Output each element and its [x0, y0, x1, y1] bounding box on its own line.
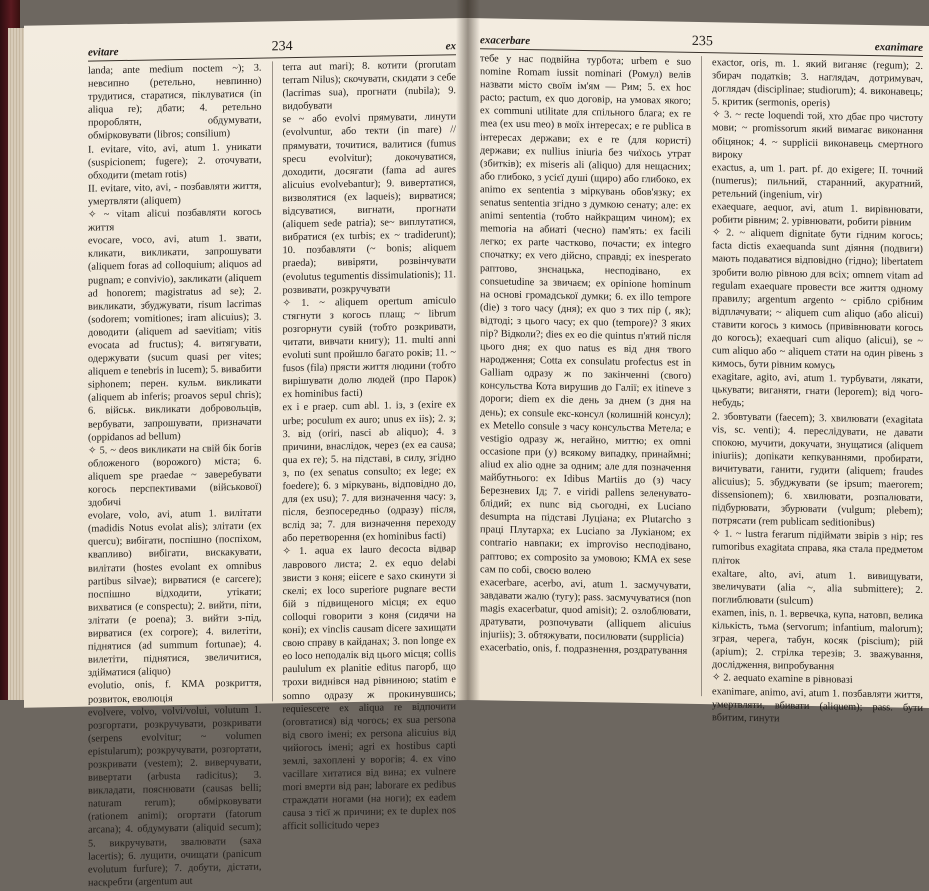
right-column-1: [480, 52, 691, 696]
right-page-number: 235: [691, 33, 713, 50]
dictionary-entry: тебе у нас подвійна турбота; urbem e suo nomine Romam iussit nominari (Ромул) велів назвати місто своїм ім'ям — Рим; 5. ex hoc pacto; pactum, ex quo договір, на умовах якого; ex communi utilitate для спільного блага; ex re mea (ex usu meo) в моїх інтересах; e re publica в інтересах держави; ex e re (для користі) держави; ex nullius iniuria без чиїхось утрат (збитків); ex miseris ali (aliquo) для нещасних; або глибоко, з усієї душі (щиро) або глибоко, ex animo ex sententia з міркувань обов'язку; ex senatus sententia згідно з думкою сенату; але: ex animi sententia (тобто найкращим чином); ex memoria на абиаті (чесно) пам'ять: ex facili легко; ex parte частково, почасти; ex integro спочатку; ex vero дійсно, справді; ex inesperato раптово, знєнацька, несподівано, ex consuetudine за звичаєм; ex opinione hominum на основі громадської думки; 6. ex illo tempore (die) з того часу (дня); ex quo з тих пір (, як); відтоді; з цього часу; ex quo (tempore)? З яких пір? Відколи?; dies ex eo die quintus п'ятий після цього дня; ex quo natus es від дня твого народження; Cotta ex consulatu profectus est in Galliam одразу ж по закінченні (свого) консульства Кота вирушив до Галії; ex itineve з дороги; diem ex die день за днем (з дня на день); ex consule екс-консул (колишній консул); ex Metello consule з часу консульства Метела; e vestigio одразу ж, негайно, миттю; ex omni occasione при (у) всякому випадку, принаймні; aliud ex alio одне за одним; але для позначення майбутнього: ex Idibus Martiis до (з) часу Березневих Ід; 7. e viridi pallens зеленувато-блідий; ex nunc від сьогодні, ex Luciano desumpta на підставі Луціана; ex Plutarcho з праці Плутарха; ex Luciano за Лукіаном; ex contrario навпаки; ex improviso несподівано, раптово; ex composito за умовою; KMA ex sese сам по собі, своєю волею: [480, 53, 691, 577]
dictionary-entry: examen, inis, n. 1. вервечка, купа, натовп, велика кількість, тьма (servorum; infantium, malorum); зграя, черега, табун, косяк (piscium); рій (apium); 2. стрілка терезів; 3. зважування, дослідження, випробування: [712, 607, 923, 673]
dictionary-entry: ex i e praep. cum abl. 1. із, з (exire ex urbe; poculum ex auro; unus ex iis); 2. з; 3. від (oriri, nasci ab aliquo); 4. з причини, внаслідок, через (ex ea causa; qua ex re); 5. на підставі, в силу, згідно з, по (ex senatus consulto; ex lege; ex foedere); 6. з міркувань, відповідно до, для (ex usu); 7. для визначення часу: з, після, безпосередньо (одразу) після, вслід за; 7. для визначення переходу або перетворення (ex hominibus facti): [282, 399, 456, 545]
column-divider: [701, 56, 702, 696]
dictionary-entry: ✧ ~ vitam alicui позбавляти когось життя: [88, 206, 262, 234]
left-column-2: [282, 58, 457, 833]
book-gutter-shadow: [456, 0, 480, 700]
dictionary-entry: exaltare, alto, avi, atum 1. вивищувати, звеличувати (alia ~, alia submittere); 2. поглиблювати (sulcum): [712, 567, 923, 607]
dictionary-entry: exactus, a, um 1. part. pf. до exigere; II. точний (numerus); пильний, старанний, акуратний, ретельний (ingenium, vir): [712, 162, 923, 202]
dictionary-entry: ✧ 1. ~ lustra ferarum підіймати звірів з нір; res rumoribus exagitata справа, яка стала предметом пліток: [712, 528, 923, 567]
right-column-2: [712, 56, 923, 725]
dictionary-entry: 2. збовтувати (faecem); 3. хвилювати (exagitata vis, sc. venti); 4. переслідувати, не давати спокою, мучити, докучати, знущатися (aliquem iniuriis); допікати кепкуваннями, пробирати, вичитувати, ганити, гудити (aliquem; fraudes alicuius); 5. збуджувати (se ipsum; maerorem; dissensionem); 6. хвилювати, розпалювати, підбурювати, збурювати (vulgum; plebem); потрясати (rem publicam seditionibus): [712, 410, 923, 530]
dictionary-entry: ✧ 1. ~ aliquem opertum amiculo стягнути з когось плащ; ~ librum розгорнути сувій (тобто розкривати, читати, вивчати книгу); 11. multi anni evoluti sunt пройшло багато років; 11. ~ fusos (fila) прясти життя людини (тобто вирішувати долю людей (про Парок) ex hominibus facti): [282, 294, 456, 401]
left-headword-end: ex: [445, 40, 456, 53]
left-page-columns: [88, 58, 456, 889]
dictionary-entry: exacerbatio, onis, f. подразнення, роздратування: [480, 642, 688, 658]
column-divider: [272, 61, 273, 701]
dictionary-entry: II. evitare, vito, avi, - позбавляти життя, умертвляти (aliquem): [88, 180, 262, 208]
left-headword-start: evitare: [88, 46, 119, 59]
dictionary-entry: exanimare, animo, avi, atum 1. позбавляти життя, умертвляти, вбивати (aliquem); pass. бути вбитим, гинути: [712, 685, 923, 725]
dictionary-entry: evolutio, onis, f. КМА розкриття, розвиток, еволюція: [88, 678, 262, 706]
left-page: [24, 18, 468, 889]
dictionary-entry: terra aut mari); 8. котити (prorutam terram Nilus); скочувати, скидати з себе (lacrimas sua), прогнати (nubila); 9. видобувати: [282, 59, 456, 113]
dictionary-entry: exactor, oris, m. 1. який виганяє (regum); 2. збирач податків; 3. наглядач, дотримувач, доглядач (disciplinae; studiorum); 4. виконавець; 5. критик (sermonis, operis): [712, 57, 923, 110]
dictionary-entry: exaequare, aequor, avi, atum 1. вирівнювати, робити рівним; 2. урівнювати, робити рівним: [712, 201, 923, 229]
left-page-number: 234: [271, 39, 293, 55]
dictionary-entry: ✧ 2. ~ aliquem dignitate бути гідним когось; facta dictis exaequanda sunt діяння (подвиги) мають подаватися відповідно (гідно); libertatem зробити волю рівною для всіх; omnem vitam ad regulam exaequare провести все життя одному правилу; argentum argento ~ срібло срібним відплачувати; ~ aliquem cum aliquo (або alicui) ставити когось з кимось (привівнювати когось до когось); exaequari cum aliquo (alicui), se ~ cum aliquo або ~ aliquem стати на один рівень з кимось, бути рівним комусь: [712, 227, 923, 372]
dictionary-entry: ✧ 1. aqua ex lauro decocta відвар лаврового листа; 2. ex equo delabi звисти з коня; eiicere e saxo скинути зі скелі; ex loco superiore pugnare вести бій з підвищеного місця; ex equo colloqui говорити з коня (сидячи на коні); ex vinclis causam dicere захищати свою справу в кайданах; 3. non longe ex eo loco неподалік від цього місця; collis paululum ex planitie editus пагорб, що трохи виднівся над рівниною; statim e somno одразу ж прокинувшись; requiescere ex aliqua re відпочити (оговтатися) від чогось; ex sua persona від свого імені; ex persona alicuius від чийогось імені; agri ex hostibus capti землі, захоплені у ворогів; 4. ex vino vacillare хитатися від вина; ex vulnere mori вмерти від ран; laborare ex pedibus страждати ногами (на ноги); ex eadem causa з тієї ж причини; ex te duplex nos afficit sollicitudo через: [282, 543, 456, 833]
dictionary-entry: evolare, volo, avi, atum 1. вилітати (madidis Notus evolat alis); злітати (ex quercu); вибігати, поспішно (поспіхом, квапливо) вибігати, вискакувати, вилітати (hostes evolant ex omnibus partibus silvae); вирватися (e carcere); поспішно відходити, утікати; вихватися (e conspectu); 2. вийти, піти, злітати (e poena); 3. вийти з-під, вирватися (ex corpore); 4. вилетіти, піднятися (ad summum fortunae); 4. вилетіти, піднятися, звеличитися, здійматися (aliquo): [88, 507, 262, 679]
right-headword-start: exacerbare: [480, 34, 531, 48]
dictionary-entry: landa; ante medium noctem ~); 3. невсипно (ретельно, невпинно) трудитися, старатися, піклуватися (in aliqua re); дбати; 4. ретельно пророблятн, обдумувати, обмірковувати (libros; consilium): [88, 62, 262, 143]
dictionary-entry: I. evitare, vito, avi, atum 1. уникати (suspicionem; fugere); 2. оточувати, обходити (metam rotis): [88, 141, 262, 182]
dictionary-entry: ✧ 3. ~ recte loquendi той, хто дбає про чистоту мови; ~ promissorum який вимагає виконання обіцянок; 4. ~ supplicii виконавець смертного вироку: [712, 109, 923, 161]
left-page-header: [88, 36, 456, 61]
dictionary-entry: evocare, voco, avi, atum 1. звати, кликати, викликати, запрошувати (aliquem foras ad colloquium; aliquos ad pugnam; e convivio), закликати (aliquem ad honorem; magistratus ad se); 2. викликати, збуджувати, risum lacrimas (sodorem; vomitiones; iram alicuius); 3. доводити (aliquem ad saevitiam; vitis evocata ad fructus); 4. витягувати, одержувати (sucum quasi per vites; aliquem e tenebris in lucem); 5. вивабити siphonem; перен. кульм. викликати (aliquem ab inferis; proavos sepul chris); 6. військ. викликати добровольців, вербувати, запрошувати, призначати (oppidanos ad bellum): [88, 232, 262, 444]
dictionary-entry: se ~ або evolvi прямувати, линути (evolvuntur, або текти (in mare) // прямувати, точитися, валитися (fumus specu evolvitur); докочуватися, доходити, досягати (fama ad aures alicuius evolvebantur); 9. вивертатися, визволятися (ex laqueis); вирватися; відсуватися, вигнати, прогнати (aliquem sede patria); se~ виплутатися, вибратися (ex turbis; ex ~ tradiderunt); 10. позбавляти (~ bonis; aliquem praeda); вивіряти, розвінчувати (evolutus tegumentis dissimulationis); 11. розвивати, розкручувати: [282, 111, 456, 296]
right-page-columns: [480, 52, 923, 725]
dictionary-entry: exacerbare, acerbo, avi, atum 1. засмучувати, завдавати жалю (тугу); pass. засмучуватися (non magis exacerbatur, quod amisit); 2. озлоблювати, дратувати, розпочувати (alliquem alicuius injuriis); 3. обтяжувати, посилювати (supplicia): [480, 576, 691, 644]
right-headword-end: exanimare: [874, 41, 923, 54]
dictionary-entry: exagitare, agito, avi, atum 1. турбувати, лякати, цькувати; виганяти, гнати (leporem); від чого-небудь;: [712, 371, 923, 410]
right-page: [468, 18, 929, 725]
dictionary-entry: evolvere, volvo, volvi/volui, volutum 1. розгортати, розкручувати, розкривати (serpens evolvitur; ~ volumen epistularum); розкручувати, розгортати, розкривати (vestem); 2. виверчувати, вивертати (arbusta radicitus); 3. викладати, пояснювати (causas belli; naturam rerum); обмірковувати (rationem animi); огортати (fatorum arcana); 4. обдумувати (aliquid secum); 5. викручувати, звалювати (saxa lacertis); 6. лущити, очищати (panicum evolutum furfure); 7. добути, дістати, наскребти (argentum aut: [88, 704, 262, 889]
left-column-1: [88, 62, 262, 889]
dictionary-entry: ✧ 2. aequato examine в рівновазі: [712, 672, 853, 687]
dictionary-entry: ✧ 5. ~ deos викликати на свій бік богів обложеного (ворожого) міста; 6. aliquem spe praedae ~ заверебувати когось перспективами (військової) здобичі: [88, 442, 262, 509]
